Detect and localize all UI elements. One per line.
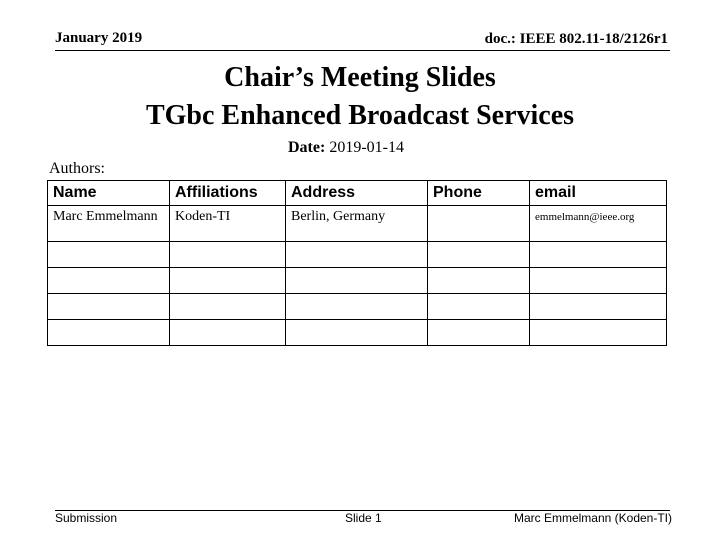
cell-phone bbox=[428, 242, 530, 268]
cell-address bbox=[286, 242, 428, 268]
authors-table bbox=[47, 180, 667, 346]
cell-name bbox=[48, 242, 170, 268]
header-affiliations: Affiliations bbox=[170, 181, 286, 206]
cell-email bbox=[530, 268, 667, 294]
header-address: Address bbox=[286, 181, 428, 206]
table-header-row bbox=[48, 181, 667, 206]
table-row bbox=[48, 294, 667, 320]
cell-affiliation bbox=[170, 242, 286, 268]
cell-email bbox=[530, 320, 667, 346]
cell-name bbox=[48, 294, 170, 320]
cell-name bbox=[48, 268, 170, 294]
cell-address bbox=[286, 294, 428, 320]
header-phone: Phone bbox=[428, 181, 530, 206]
slide-title-line1: Chair’s Meeting Slides bbox=[224, 62, 496, 93]
date-label: Date: bbox=[288, 139, 326, 156]
cell-email bbox=[530, 242, 667, 268]
cell-affiliation bbox=[170, 268, 286, 294]
cell-phone bbox=[428, 206, 530, 242]
footer-author: Marc Emmelmann (Koden-TI) bbox=[513, 511, 672, 525]
cell-phone bbox=[428, 268, 530, 294]
cell-affiliation bbox=[170, 320, 286, 346]
cell-name bbox=[48, 320, 170, 346]
footer-submission: Submission bbox=[55, 511, 118, 525]
cell-address bbox=[286, 320, 428, 346]
header-name: Name bbox=[48, 181, 170, 206]
header-date: January 2019 bbox=[55, 30, 143, 46]
cell-address: Berlin, Germany bbox=[286, 206, 428, 242]
cell-address bbox=[286, 268, 428, 294]
header-doc-id: doc.: IEEE 802.11-18/2126r1 bbox=[484, 31, 668, 47]
cell-phone bbox=[428, 294, 530, 320]
cell-phone bbox=[428, 320, 530, 346]
date-value: 2019-01-14 bbox=[329, 139, 404, 156]
cell-affiliation: Koden-TI bbox=[170, 206, 286, 242]
authors-label: Authors: bbox=[49, 160, 105, 177]
slide-title-line2: TGbc Enhanced Broadcast Services bbox=[145, 100, 575, 131]
header-email: email bbox=[530, 181, 667, 206]
footer-slide-number: Slide 1 bbox=[345, 511, 382, 525]
cell-email bbox=[530, 294, 667, 320]
table-row bbox=[48, 320, 667, 346]
table-row bbox=[48, 206, 667, 242]
cell-email: emmelmann@ieee.org bbox=[530, 206, 667, 242]
header-divider bbox=[55, 50, 670, 51]
table-row bbox=[48, 242, 667, 268]
cell-name: Marc Emmelmann bbox=[48, 206, 170, 242]
table-row bbox=[48, 268, 667, 294]
date-line bbox=[288, 139, 404, 157]
cell-affiliation bbox=[170, 294, 286, 320]
